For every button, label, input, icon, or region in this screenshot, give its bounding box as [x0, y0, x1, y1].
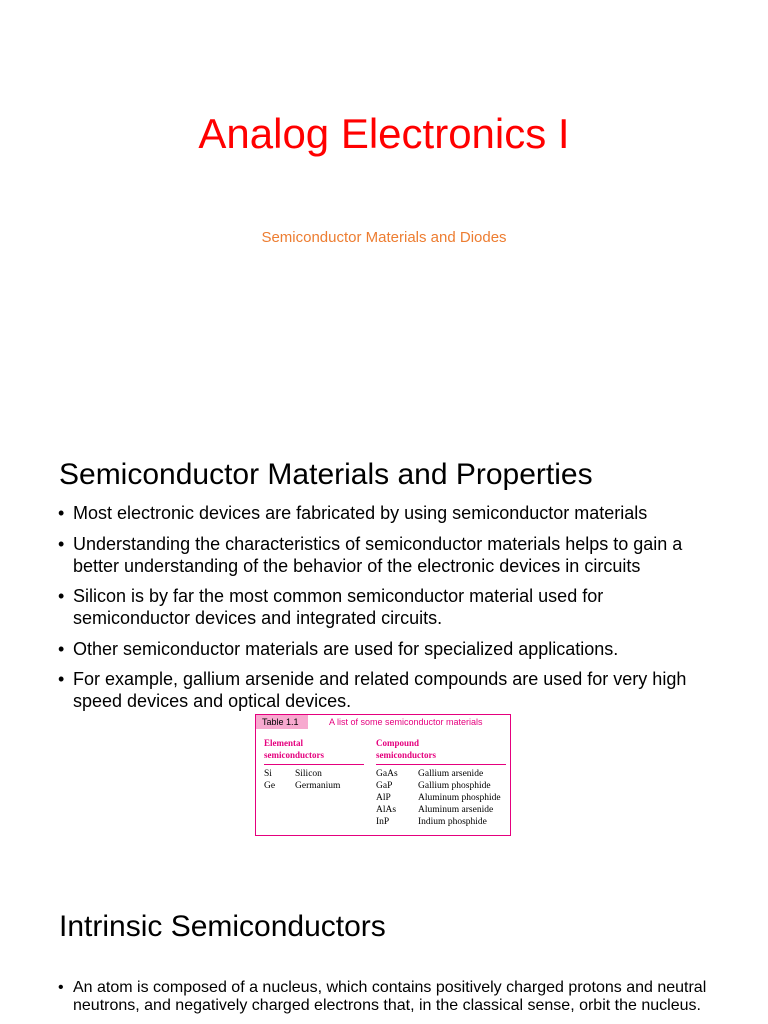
table-cell: InP [376, 817, 390, 827]
table-cell: Si [264, 769, 272, 779]
table-cell: Indium phosphide [418, 817, 487, 827]
bullet-icon: • [58, 979, 64, 996]
bullet-item: • An atom is composed of a nucleus, which contains positively charged protons and neutral neutrons, and negatively charged electrons that, in the classical sense, orbit the nucleus. [58, 979, 707, 1014]
bullet-list [58, 502, 718, 721]
bullet-item: • Silicon is by far the most common semiconductor material used for semiconductor devices and integrated circuits. [58, 586, 604, 628]
table-caption-text: A list of some semiconductor materials [329, 717, 483, 727]
bullet-icon: • [58, 503, 65, 523]
table-cell: Germanium [295, 781, 341, 791]
table-cell: Gallium phosphide [418, 781, 491, 791]
bullet-item: • For example, gallium arsenide and related compounds are used for very high speed devices and optical devices. [58, 669, 687, 711]
bullet-list [58, 979, 738, 1015]
table-caption [256, 715, 510, 729]
table-cell: Aluminum arsenide [418, 805, 494, 815]
slide-heading: Semiconductor Materials and Properties [59, 458, 593, 491]
slide-heading: Intrinsic Semiconductors [59, 910, 386, 943]
compound-column-header: Compound semiconductors [376, 738, 436, 760]
table-cell: GaAs [376, 769, 398, 779]
table-cell: Silicon [295, 769, 322, 779]
table-cell: Ge [264, 781, 276, 791]
title-slide [0, 0, 768, 410]
table-cell: GaP [376, 781, 393, 791]
table-cell: AlP [376, 793, 391, 803]
bullet-icon: • [58, 669, 65, 689]
table-label: Table 1.1 [256, 715, 308, 729]
bullet-icon: • [58, 638, 65, 659]
bullet-icon: • [58, 586, 65, 606]
table-cell: AlAs [376, 805, 397, 815]
elemental-column-header: Elemental semiconductors [264, 738, 324, 760]
bullet-item: • Understanding the characteristics of semiconductor materials helps to gain a better understanding of the behavior of the electronic devices in circuits [58, 533, 683, 576]
bullet-item: • Most electronic devices are fabricated by using semiconductor materials [58, 503, 648, 523]
table-rule-compound [376, 764, 506, 765]
bullet-item: • Other semiconductor materials are used for specialized applications. [58, 638, 619, 659]
table-cell: Gallium arsenide [418, 769, 484, 779]
slide-semiconductor-materials [0, 410, 768, 850]
presentation-title: Analog Electronics I [198, 110, 570, 157]
table-cell: Aluminum phosphide [418, 793, 501, 803]
bullet-icon: • [58, 533, 65, 554]
presentation-subtitle: Semiconductor Materials and Diodes [261, 229, 507, 246]
semiconductor-table-figure [255, 714, 511, 836]
table-rule-elemental [264, 764, 364, 765]
slide-intrinsic-semiconductors [0, 850, 768, 1024]
